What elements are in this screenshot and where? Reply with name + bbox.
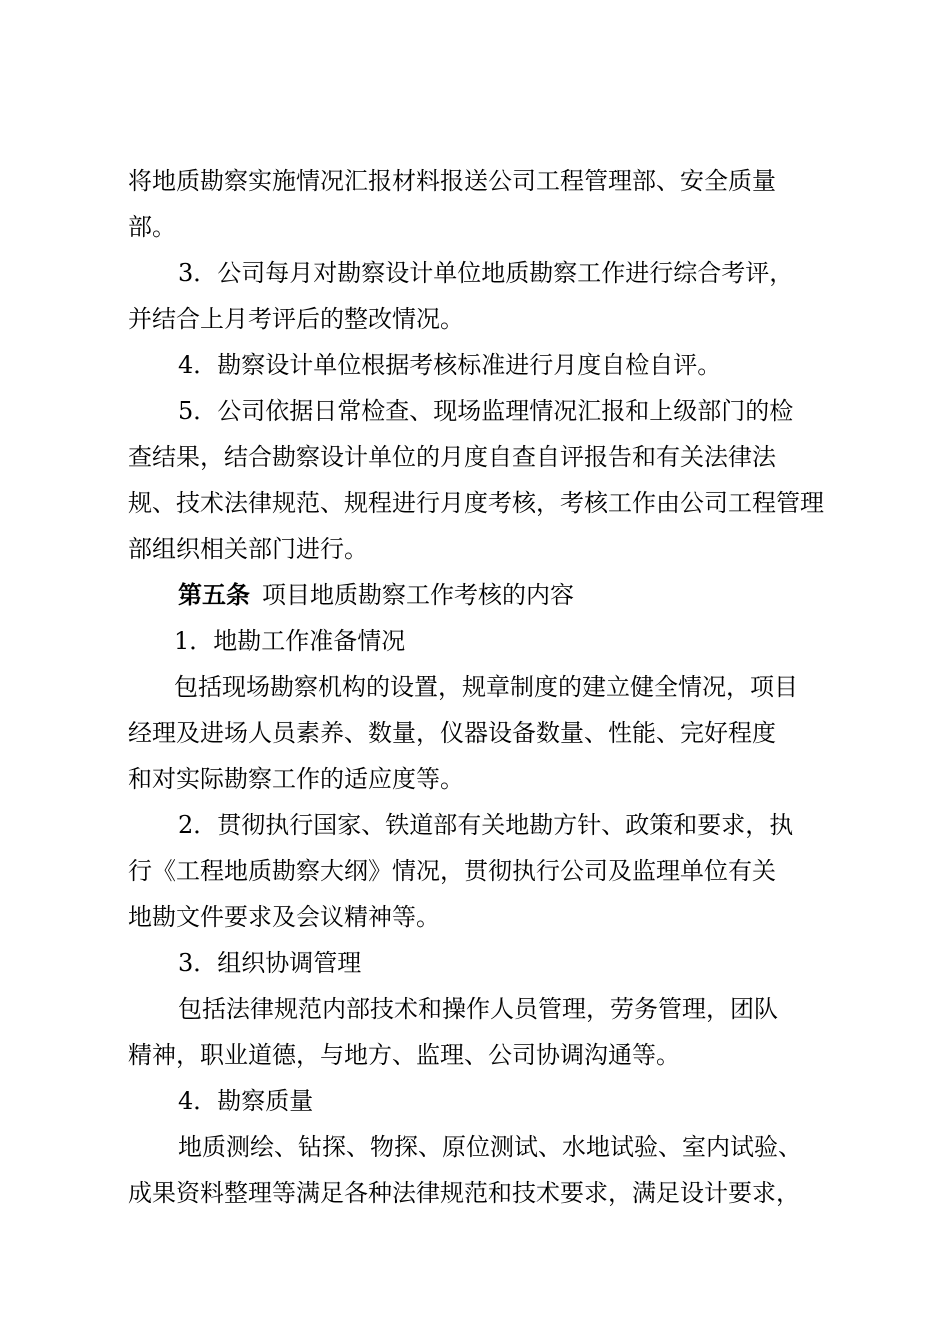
article-heading [178,580,574,610]
paragraph-line: 部。 [128,213,176,241]
paragraph-line: 3．公司每月对勘察设计单位地质勘察工作进行综合考评， [178,259,794,287]
paragraph-line: 地质测绘、钻探、物探、原位测试、水地试验、室内试验、 [178,1133,802,1161]
section-heading: 1．地勘工作准备情况 [174,627,406,655]
paragraph-line: 5．公司依据日常检查、现场监理情况汇报和上级部门的检 [178,397,794,425]
paragraph-line: 经理及进场人员素养、数量，仪器设备数量、性能、完好程度 [128,719,776,747]
paragraph-line: 2．贯彻执行国家、铁道部有关地勘方针、政策和要求，执 [178,811,794,839]
paragraph-line: 地勘文件要求及会议精神等。 [128,903,440,931]
paragraph-line: 并结合上月考评后的整改情况。 [128,305,464,333]
paragraph-line: 4．勘察设计单位根据考核标准进行月度自检自评。 [178,351,722,379]
paragraph-line: 成果资料整理等满足各种法律规范和技术要求，满足设计要求， [128,1179,800,1207]
paragraph-line: 包括法律规范内部技术和操作人员管理，劳务管理，团队 [178,995,778,1023]
paragraph-line: 包括现场勘察机构的设置，规章制度的建立健全情况，项目 [174,673,798,701]
paragraph-line: 查结果，结合勘察设计单位的月度自查自评报告和有关法律法 [128,443,776,471]
section-heading: 4．勘察质量 [178,1087,314,1115]
paragraph-line: 精神，职业道德，与地方、监理、公司协调沟通等。 [128,1041,680,1069]
paragraph-line: 和对实际勘察工作的适应度等。 [128,765,464,793]
article-title: 项目地质勘察工作考核的内容 [262,581,574,609]
paragraph-line: 行《工程地质勘察大纲》情况，贯彻执行公司及监理单位有关 [128,857,776,885]
paragraph-line: 将地质勘察实施情况汇报材料报送公司工程管理部、安全质量 [128,167,776,195]
paragraph-line: 规、技术法律规范、规程进行月度考核，考核工作由公司工程管理 [128,489,824,517]
section-heading: 3．组织协调管理 [178,949,362,977]
article-number: 第五条 [178,580,250,609]
paragraph-line: 部组织相关部门进行。 [128,535,368,563]
